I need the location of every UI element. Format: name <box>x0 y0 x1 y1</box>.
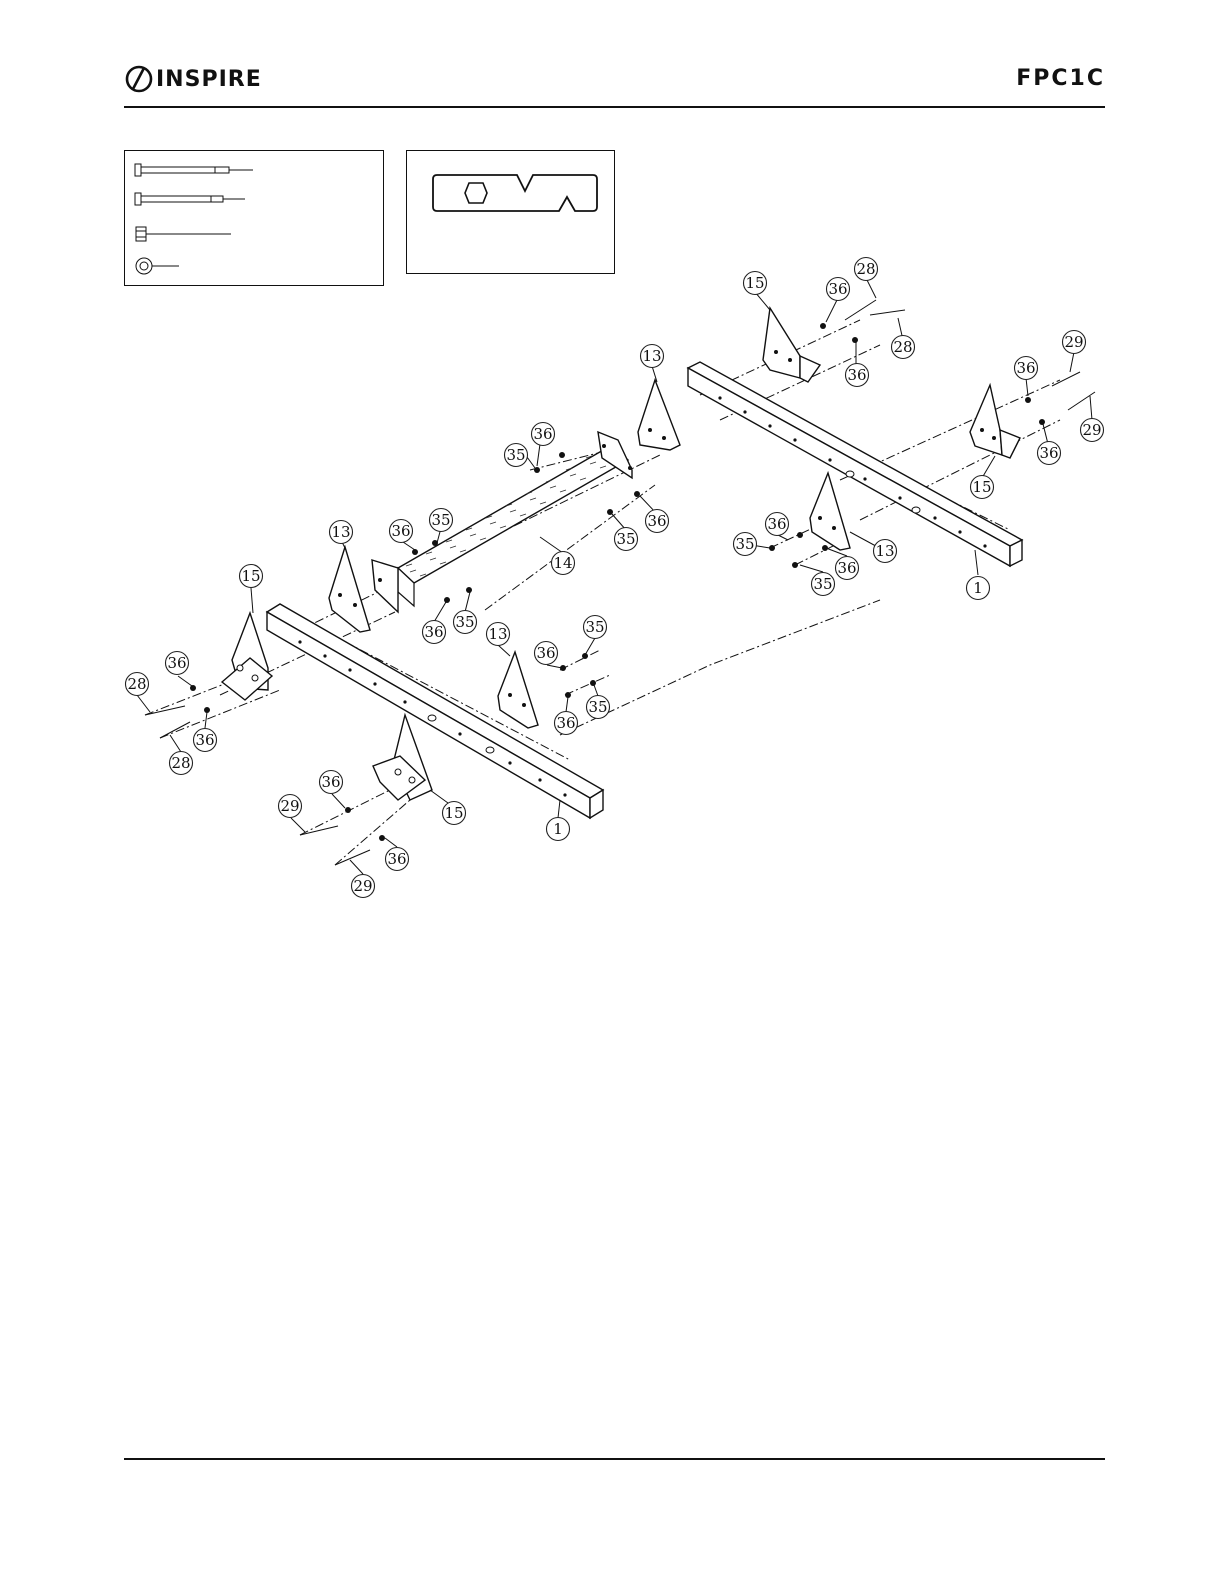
svg-text:36: 36 <box>533 425 553 443</box>
assembly-center-lines <box>145 320 1060 865</box>
svg-text:36: 36 <box>647 512 667 530</box>
base-bracket-15-left <box>222 613 272 700</box>
bracket-13-mid <box>498 652 538 728</box>
bracket-13-top <box>638 380 680 450</box>
svg-text:36: 36 <box>321 773 341 791</box>
svg-text:36: 36 <box>391 522 411 540</box>
svg-text:35: 35 <box>813 575 833 593</box>
svg-text:28: 28 <box>893 338 913 356</box>
label-35 <box>615 528 638 551</box>
base-bracket-15-top <box>763 308 820 382</box>
label-36 <box>423 621 446 644</box>
label-35 <box>430 509 453 532</box>
svg-text:13: 13 <box>642 347 662 365</box>
label-13 <box>487 623 510 646</box>
bracket-13-left <box>329 547 370 632</box>
label-36 <box>386 848 409 871</box>
svg-text:36: 36 <box>837 559 857 577</box>
svg-text:35: 35 <box>506 446 526 464</box>
svg-text:28: 28 <box>856 260 876 278</box>
svg-text:36: 36 <box>195 731 215 749</box>
svg-text:29: 29 <box>1064 333 1084 351</box>
label-36 <box>532 423 555 446</box>
svg-text:36: 36 <box>536 644 556 662</box>
callout-leaders <box>137 278 1092 874</box>
label-35 <box>812 573 835 596</box>
base-bracket-15-bottom <box>373 715 432 800</box>
label-36 <box>390 520 413 543</box>
label-36 <box>194 729 217 752</box>
svg-text:13: 13 <box>875 542 895 560</box>
label-36 <box>1015 357 1038 380</box>
svg-text:36: 36 <box>847 366 867 384</box>
label-28 <box>855 258 878 281</box>
bolt-icon <box>145 300 1095 865</box>
label-1 <box>967 577 990 600</box>
label-15 <box>744 272 767 295</box>
callout-labels <box>126 258 1104 898</box>
svg-text:29: 29 <box>280 797 300 815</box>
label-15 <box>971 476 994 499</box>
label-29 <box>279 795 302 818</box>
label-29 <box>1081 419 1104 442</box>
svg-text:29: 29 <box>1082 421 1102 439</box>
svg-text:15: 15 <box>972 478 992 496</box>
svg-text:1: 1 <box>973 579 983 597</box>
label-15 <box>240 565 263 588</box>
label-36 <box>846 364 869 387</box>
svg-text:36: 36 <box>828 280 848 298</box>
label-36 <box>1038 442 1061 465</box>
label-35 <box>734 533 757 556</box>
label-13 <box>641 345 664 368</box>
base-bracket-15-right <box>970 385 1020 458</box>
nut-icon <box>190 323 1045 841</box>
model-code: FPC1C <box>1016 66 1105 91</box>
svg-text:13: 13 <box>331 523 351 541</box>
label-35 <box>584 616 607 639</box>
label-13 <box>330 521 353 544</box>
svg-text:36: 36 <box>1016 359 1036 377</box>
label-36 <box>166 652 189 675</box>
svg-text:36: 36 <box>556 714 576 732</box>
label-35 <box>454 611 477 634</box>
label-29 <box>1063 331 1086 354</box>
svg-text:35: 35 <box>455 613 475 631</box>
svg-text:29: 29 <box>353 877 373 895</box>
svg-text:36: 36 <box>387 850 407 868</box>
label-28 <box>126 673 149 696</box>
svg-text:14: 14 <box>553 554 573 572</box>
svg-text:13: 13 <box>488 625 508 643</box>
svg-text:36: 36 <box>167 654 187 672</box>
label-14 <box>552 552 575 575</box>
label-36 <box>646 510 669 533</box>
svg-text:28: 28 <box>127 675 147 693</box>
svg-text:1: 1 <box>553 820 563 838</box>
svg-text:36: 36 <box>767 515 787 533</box>
svg-text:35: 35 <box>735 535 755 553</box>
label-36 <box>827 278 850 301</box>
label-35 <box>587 696 610 719</box>
step-plate <box>372 432 632 612</box>
bracket-13-right <box>810 473 850 550</box>
label-28 <box>892 336 915 359</box>
svg-text:35: 35 <box>588 698 608 716</box>
svg-text:35: 35 <box>616 530 636 548</box>
svg-text:35: 35 <box>585 618 605 636</box>
svg-text:28: 28 <box>171 754 191 772</box>
svg-text:36: 36 <box>1039 444 1059 462</box>
svg-text:15: 15 <box>444 804 464 822</box>
svg-text:36: 36 <box>424 623 444 641</box>
label-13 <box>874 540 897 563</box>
brand-name: INSPIRE <box>156 66 262 92</box>
svg-text:15: 15 <box>241 567 261 585</box>
label-36 <box>836 557 859 580</box>
label-36 <box>555 712 578 735</box>
label-36 <box>766 513 789 536</box>
label-29 <box>352 875 375 898</box>
label-36 <box>535 642 558 665</box>
footer-rule <box>124 1458 1105 1460</box>
svg-text:35: 35 <box>431 511 451 529</box>
label-35 <box>505 444 528 467</box>
label-28 <box>170 752 193 775</box>
svg-text:15: 15 <box>745 274 765 292</box>
label-1 <box>547 818 570 841</box>
label-36 <box>320 771 343 794</box>
label-15 <box>443 802 466 825</box>
